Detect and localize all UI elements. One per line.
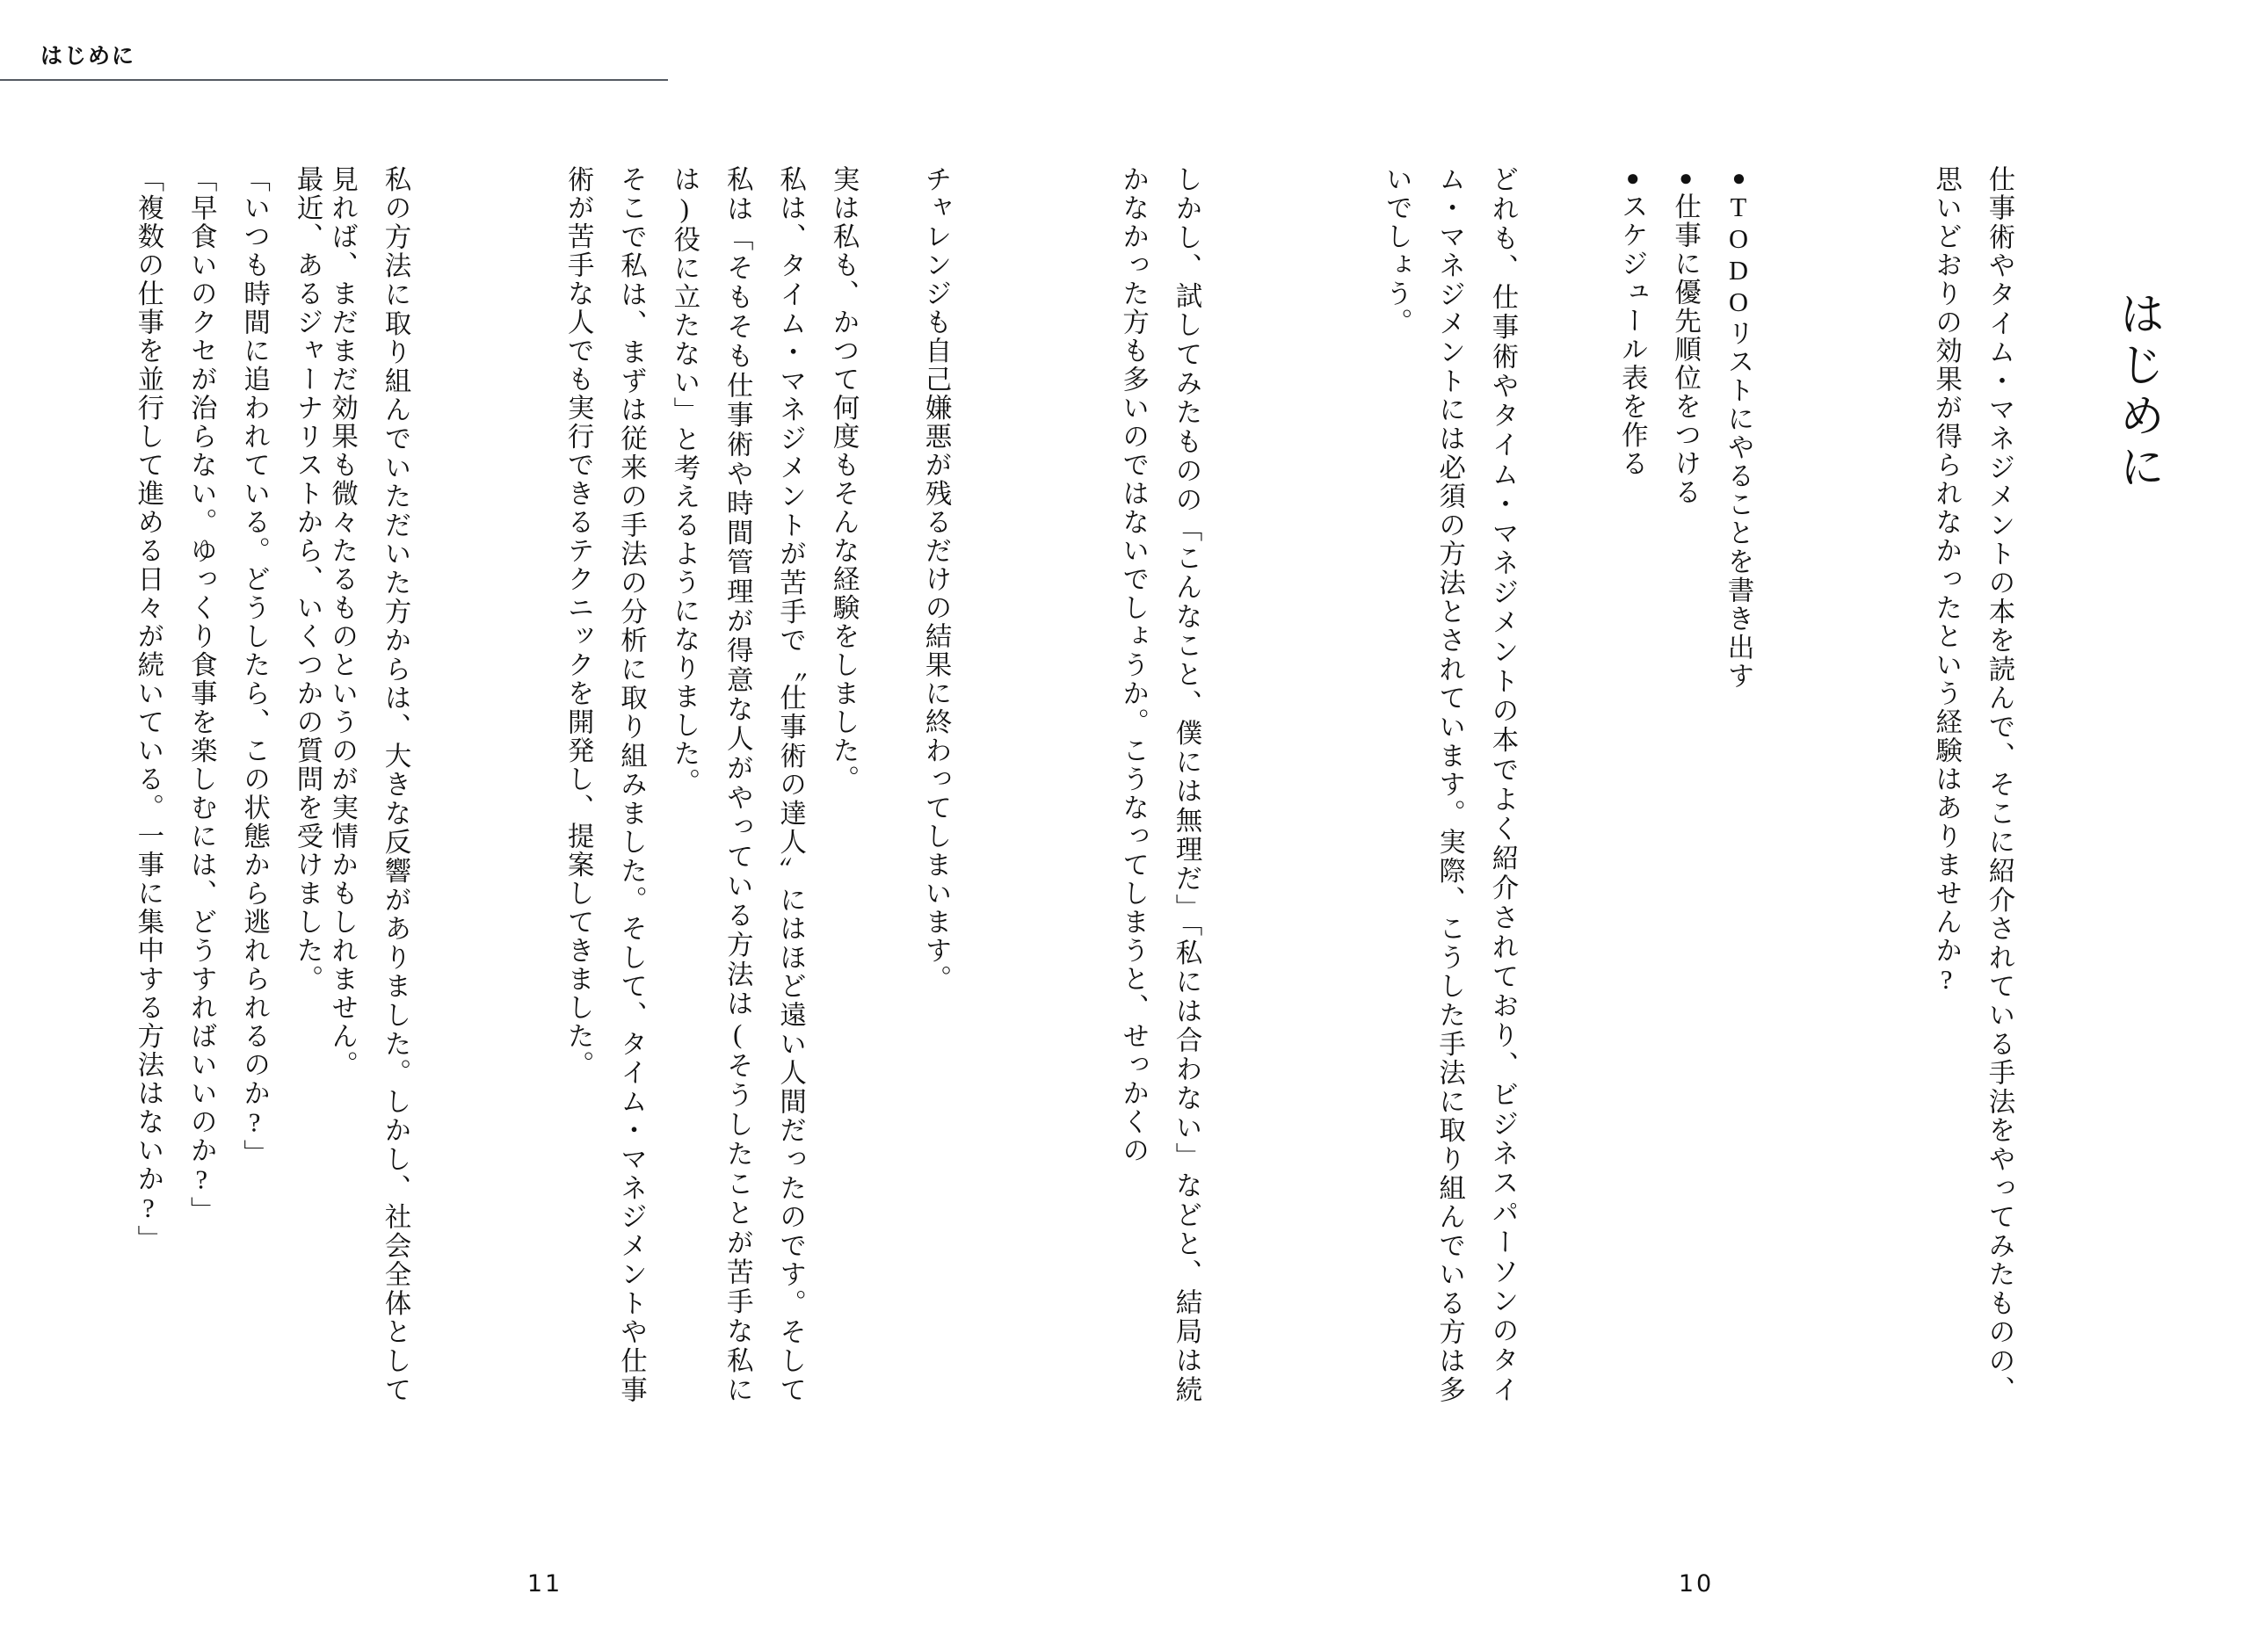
body-paragraph-1: チャレンジも自己嫌悪が残るだけの結果に終わってしまいます。	[921, 165, 951, 994]
bullet-dot-icon: ●	[1726, 165, 1752, 192]
page-number-right: 10	[1678, 1570, 1715, 1598]
list-item	[1658, 165, 1711, 1404]
body-paragraph-group-b	[79, 165, 334, 1404]
quote-line: 「いつも時間に追われている。どうしたら、この状態から逃れられるのか?」	[239, 165, 270, 1168]
list-item	[1712, 165, 1765, 1404]
intro-paragraph: 仕事術やタイム・マネジメントの本を読んで、そこに紹介されている手法をやってみたものの、思いどおりの効果が得られなかったという経験はありませんか?	[1931, 165, 2014, 1404]
list-item-label: 仕事に優先順位をつける	[1670, 192, 1701, 507]
running-header-label: はじめに	[40, 43, 136, 69]
bullet-dot-icon: ●	[1673, 165, 1699, 192]
body-paragraph-6: 最近、あるジャーナリストから、いくつかの質問を受けました。	[293, 165, 323, 994]
bullet-list	[1570, 165, 1765, 1404]
page-title: はじめに	[2112, 290, 2162, 494]
page-right	[1118, 0, 2250, 1652]
list-item-label: スケジュール表を作る	[1617, 192, 1648, 478]
body-paragraph-3: しかし、試してみたものの「こんなこと、僕には無理だ」「私には合わない」などと、結局は続かなかった方も多いのではないでしょうか。こうなってしまうと、せっかくの	[1118, 165, 1201, 1404]
body-paragraph-3: 私は、タイム・マネジメントが苦手で〝仕事術の達人〟にはほど遠い人間だったのです。そして私は「そもそも仕事術や時間管理が得意な人がやっている方法は(そうしたことが苦手な私には)役に立たない」と考えるようになりました。	[669, 165, 806, 1405]
body-paragraph-2: 実は私も、かつて何度もそんな経験をしました。	[829, 165, 859, 793]
bullet-dot-icon: ●	[1620, 165, 1646, 192]
body-paragraph-2: どれも、仕事術やタイム・マネジメントの本でよく紹介されており、ビジネスパーソンのタイム・マネジメントには必須の方法とされています。実際、こうした手法に取り組んでいる方は多いでしょう。	[1382, 165, 1518, 1404]
body-paragraph-4: そこで私は、まずは従来の手法の分析に取り組みました。そして、タイム・マネジメントや仕事術が苦手な人でも実行できるテクニックを開発し、提案してきました。	[563, 165, 647, 1404]
page-number-left: 11	[526, 1570, 563, 1598]
quote-line: 「複数の仕事を並行して進める日々が続いている。一事に集中する方法はないか?」	[133, 165, 163, 1254]
list-item	[1606, 165, 1658, 1404]
list-item-label: TODOリストにやることを書き出す	[1724, 192, 1753, 691]
quote-line: 「早食いのクセが治らない。ゆっくり食事を楽しむには、どうすればいいのか?」	[186, 165, 217, 1225]
body-paragraph-group-a	[448, 165, 870, 1404]
body-paragraph-5: 私の方法に取り組んでいただいた方からは、大きな反響がありました。しかし、社会全体として見れば、まだまだ効果も微々たるものというのが実情かもしれません。	[327, 165, 410, 1404]
